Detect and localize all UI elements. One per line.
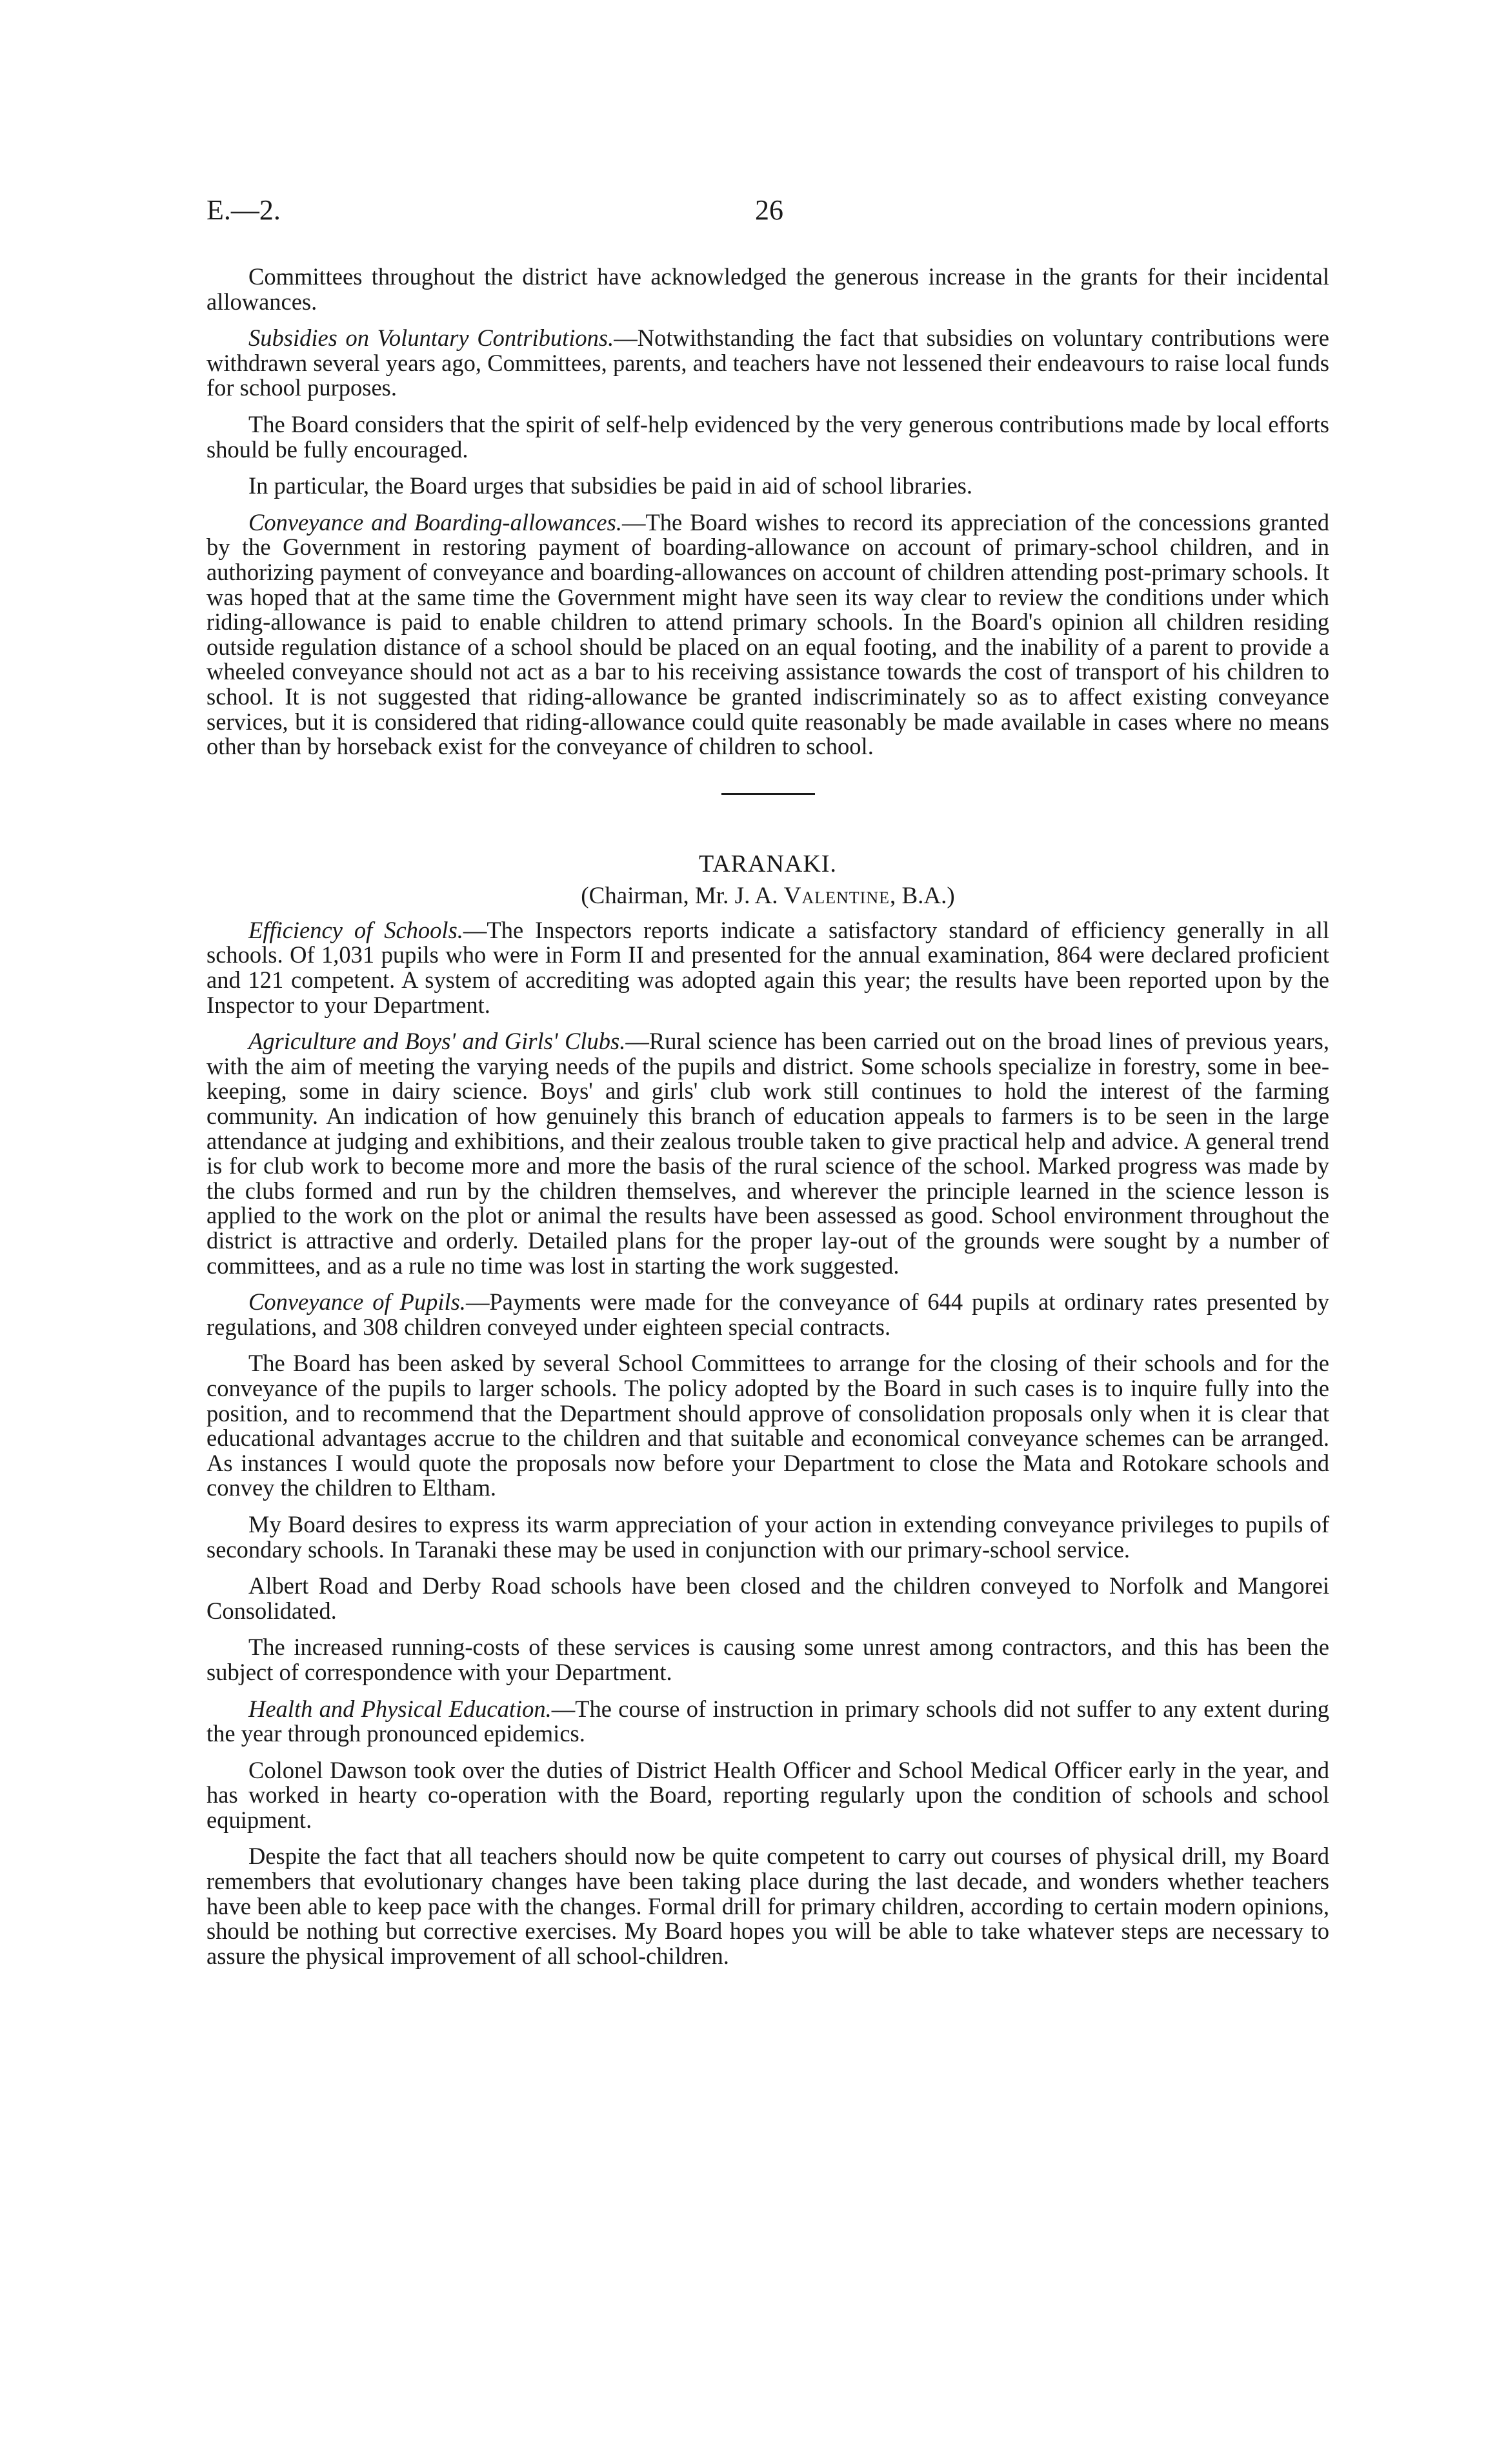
page-body	[206, 265, 1329, 1980]
paragraph-secondary-conveyance	[206, 1512, 1329, 1562]
paragraph-text: Colonel Dawson took over the duties of District Health Officer and School Medical Officer early in the year, and has worked in hearty co-operation with the Board, reporting regularly upon the condition of schools and school equipment.	[206, 1756, 1329, 1833]
paragraph-text: —The Board wishes to record its appreciation of the concessions granted by the Government in restoring payment of boarding-allowance on account of primary-school children, and in authorizing payment of conveyance and boarding-allowances on account of children attending post-primary schools. It was hoped that at the same time the Government might have seen its way clear to review the conditions under which riding-allowance is paid to enable children to attend primary schools. In the Board's opinion all children residing outside regulation distance of a school should be placed on an equal footing, and the inability of a parent to provide a wheeled conveyance should not act as a bar to his receiving assistance towards the cost of transport of his children to school. It is not suggested that riding-allowance be granted indiscriminately so as to affect existing conveyance services, but it is considered that riding-allowance could quite reasonably be made available in cases where no means other than by horseback exist for the conveyance of children to school.	[206, 508, 1329, 760]
paragraph-text: My Board desires to express its warm appreciation of your action in extending conveyance privileges to pupils of secondary schools. In Taranaki these may be used in conjunction with our primary-school service.	[206, 1510, 1329, 1563]
paragraph-text: The Board has been asked by several School Committees to arrange for the closing of their schools and for the conveyance of the pupils to larger schools. The policy adopted by the Board in such cases is to inquire fully into the position, and to recommend that the Department should approve of consolidation proposals only when it is clear that educational advantages accrue to the children and that suitable and economical conveyance schemes can be arranged. As instances I would quote the proposals now before your Department to close the Mata and Rotokare schools and convey the children to Eltham.	[206, 1350, 1329, 1501]
paragraph-text: Albert Road and Derby Road schools have been closed and the children conveyed to Norfolk and Mangorei Consolidated.	[206, 1572, 1329, 1624]
paragraph-physical-drill	[206, 1844, 1329, 1968]
paragraph-running-costs	[206, 1635, 1329, 1685]
paragraph-conveyance-boarding	[206, 510, 1329, 759]
paragraph-conveyance-pupils	[206, 1290, 1329, 1339]
chairman-line	[206, 884, 1329, 909]
paragraph-text: —The Inspectors reports indicate a satisfactory standard of efficiency generally in all schools. Of 1,031 pupils who were in Form II and presented for the annual examination, 864 were declared proficient and 121 competent. A system of accrediting was adopted again this year; the results have been reported upon by the Inspector to your Department.	[206, 916, 1329, 1018]
paragraph-text: —Notwithstanding the fact that subsidies on voluntary contributions were withdrawn several years ago, Committees, parents, and teachers have not lessened their endeavours to raise local funds for school purposes.	[206, 325, 1329, 401]
paragraph-text: —The course of instruction in primary schools did not suffer to any extent during the year through pronounced epidemics.	[206, 1695, 1329, 1747]
paragraph-medical-officer	[206, 1758, 1329, 1833]
paragraph-text: The Board considers that the spirit of self-help evidenced by the very generous contributions made by local efforts should be fully encouraged.	[206, 410, 1329, 463]
paragraph-text: The increased running-costs of these services is causing some unrest among contractors, and this has been the subject of correspondence with your Department.	[206, 1634, 1329, 1685]
paragraph-closed-schools	[206, 1574, 1329, 1623]
page-number: 26	[755, 194, 783, 226]
paragraph-title: Agriculture and Boys' and Girls' Clubs.	[248, 1028, 626, 1055]
paragraph-text: Committees throughout the district have acknowledged the generous increase in the grants for their incidental allowances.	[206, 263, 1329, 315]
paragraph-self-help	[206, 412, 1329, 462]
paragraph-title: Health and Physical Education.	[248, 1695, 552, 1722]
paragraph-title: Efficiency of Schools.	[248, 916, 463, 943]
section-divider	[721, 793, 815, 795]
paragraph-text: —Rural science has been carried out on the broad lines of previous years, with the aim of meeting the varying needs of the pupils and district. Some schools specialize in forestry, some in bee-keeping, some in dairy science. Boys' and girls' club work still continues to hold the interest of the farming community. An indication of how genuinely this branch of education appeals to farmers is to be seen in the large attendance at judging and exhibitions, and their zealous trouble taken to give practical help and advice. A general trend is for club work to become more and more the basis of the rural science of the school. Marked progress was made by the clubs formed and run by the children themselves, and wherever the principle learned in the science lesson is applied to the work on the plot or animal the results have been assessed as good. School environment throughout the district is attractive and orderly. Detailed plans for the proper lay-out of the grounds were sought by a number of committees, and as a rule no time was lost in starting the work suggested.	[206, 1028, 1329, 1279]
chairman-suffix: , B.A.)	[890, 883, 955, 910]
paragraph-health-education	[206, 1697, 1329, 1747]
paragraph-efficiency	[206, 918, 1329, 1017]
paragraph-title: Conveyance of Pupils.	[248, 1288, 466, 1316]
page-header	[206, 194, 1322, 232]
chairman-name: Valentine	[783, 883, 890, 910]
paragraph-text: In particular, the Board urges that subsidies be paid in aid of school libraries.	[248, 472, 972, 499]
paragraph-consolidation	[206, 1351, 1329, 1501]
paragraph-text: Despite the fact that all teachers should now be quite competent to carry out courses of physical drill, my Board remembers that evolutionary changes have been taking place during the last decade, and wonders whether teachers have been able to keep pace with the changes. Formal drill for primary children, according to certain modern opinions, should be nothing but corrective exercises. My Board hopes you will be able to take whatever steps are necessary to assure the physical improvement of all school-children.	[206, 1843, 1329, 1969]
paragraph-school-libraries	[206, 474, 1329, 499]
paragraph-incidental-allowances	[206, 265, 1329, 314]
document-reference: E.—2.	[206, 194, 281, 226]
paragraph-agriculture-clubs	[206, 1029, 1329, 1278]
chairman-prefix: (Chairman, Mr. J. A.	[581, 883, 784, 910]
paragraph-title: Conveyance and Boarding-allowances.	[248, 508, 622, 536]
paragraph-subsidies	[206, 326, 1329, 401]
section-heading-taranaki: TARANAKI.	[699, 850, 837, 877]
paragraph-title: Subsidies on Voluntary Contributions.	[248, 325, 614, 352]
paragraph-text: —Payments were made for the conveyance of 644 pupils at ordinary rates presented by regulations, and 308 children conveyed under eighteen special contracts.	[206, 1288, 1329, 1340]
